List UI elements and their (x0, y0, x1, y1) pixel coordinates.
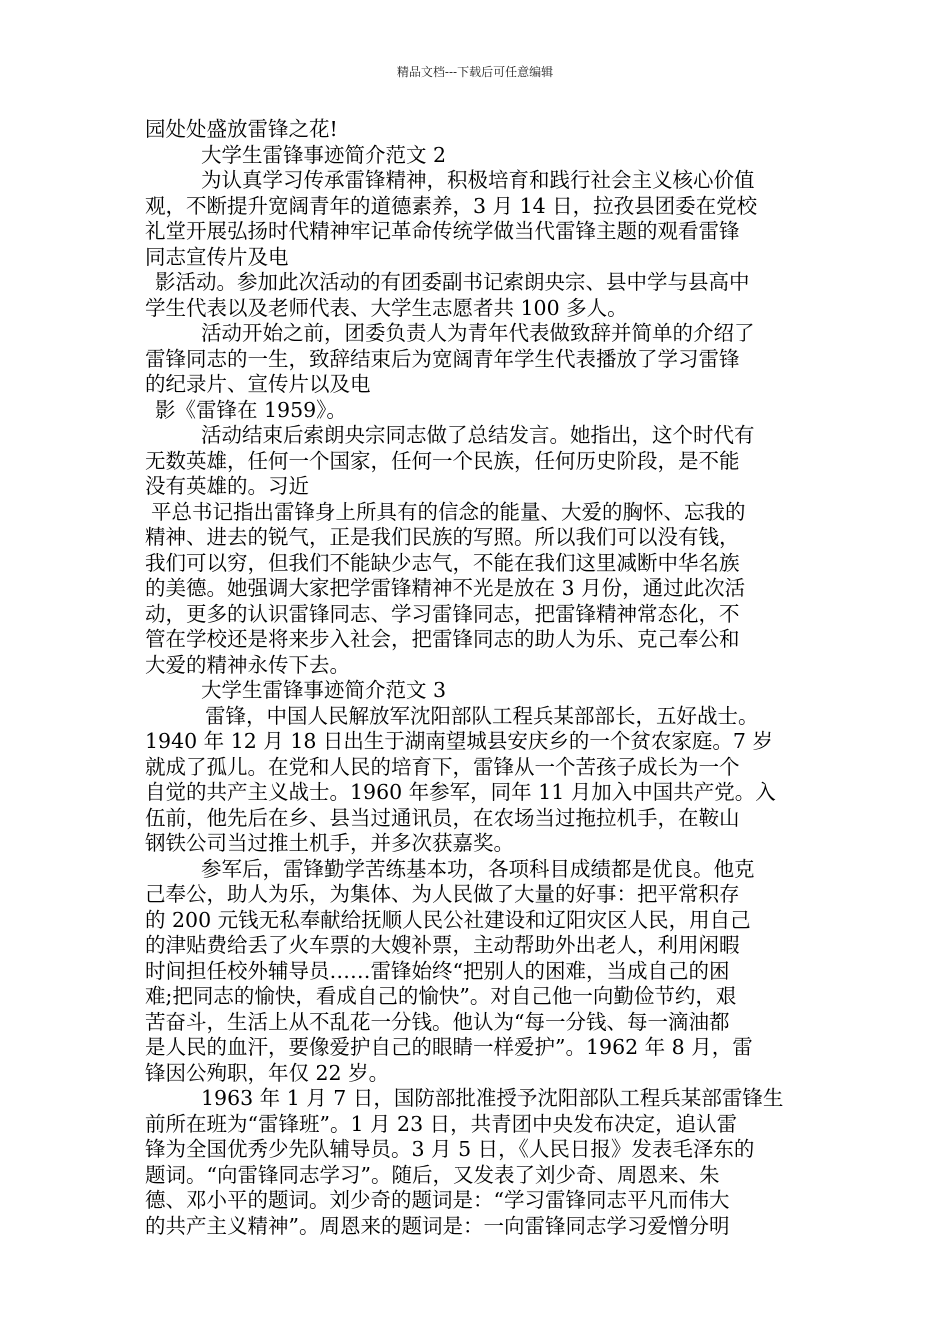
text-line: 时间担任校外辅导员……雷锋始终“把别人的困难，当成自己的困 (145, 958, 730, 983)
text-line: 伍前，他先后在乡、县当过通讯员，在农场当过拖拉机手，在鞍山 (145, 805, 740, 830)
text-line: 题词。“向雷锋同志学习”。随后，又发表了刘少奇、周恩来、朱 (145, 1162, 720, 1187)
text-line: 钢铁公司当过推土机手，并多次获嘉奖。 (145, 831, 514, 855)
text-line: 影《雷锋在 1959》。 (155, 397, 347, 422)
page-header: 精品文档---下载后可任意编辑 (396, 65, 554, 79)
text-line: 德、邓小平的题词。刘少奇的题词是：“学习雷锋同志平凡而伟大 (145, 1188, 730, 1212)
text-line: 精神、进去的锐气，正是我们民族的写照。所以我们可以没有钱， (145, 525, 740, 549)
text-line: 无数英雄，任何一个国家，任何一个民族，任何历史阶段，是不能 (145, 448, 740, 473)
text-line: 学生代表以及老师代表、大学生志愿者共 100 多人。 (145, 295, 628, 320)
text-line: 锋为全国优秀少先队辅导员。3 月 5 日，《人民日报》发表毛泽东的 (145, 1137, 755, 1161)
document-body (145, 117, 825, 1239)
text-line: 是人民的血汗，要像爱护自己的眼睛一样爱护”。1962 年 8 月，雷 (145, 1035, 753, 1059)
text-line: 活动开始之前，团委负责人为青年代表做致辞并简单的介绍了 (201, 321, 755, 345)
text-line: 参军后，雷锋勤学苦练基本功，各项科目成绩都是优良。他克 (201, 856, 755, 881)
text-line: 同志宣传片及电 (145, 244, 289, 269)
text-line: 前所在班为“雷锋班”。1 月 23 日，共青团中央发布决定，追认雷 (145, 1111, 738, 1136)
text-line: 的津贴费给丢了火车票的大嫂补票，主动帮助外出老人，利用闲暇 (145, 933, 740, 957)
text-line: 自觉的共产主义战士。1960 年参军，同年 11 月加入中国共产党。入 (145, 780, 776, 804)
text-line: 管在学校还是将来步入社会，把雷锋同志的助人为乐、克己奉公和 (145, 627, 740, 651)
text-line: 1963 年 1 月 7 日，国防部批准授予沈阳部队工程兵某部雷锋生 (201, 1086, 784, 1110)
text-line: 园处处盛放雷锋之花! (145, 117, 338, 141)
text-line: 大学生雷锋事迹简介范文 3 (201, 678, 447, 702)
text-line: 活动结束后索朗央宗同志做了总结发言。她指出，这个时代有 (201, 423, 755, 447)
text-line: 的 200 元钱无私奉献给抚顺人民公社建设和辽阳灾区人民，用自己 (145, 907, 751, 932)
text-line: 的纪录片、宣传片以及电 (145, 372, 371, 396)
text-line: 我们可以穷，但我们不能缺少志气，不能在我们这里减断中华名族 (145, 550, 740, 575)
text-line: 影活动。参加此次活动的有团委副书记索朗央宗、县中学与县高中 (155, 270, 750, 294)
text-line: 观，不断提升宽阔青年的道德素养，3 月 14 日，拉孜县团委在党校 (145, 193, 758, 218)
text-line: 的美德。她强调大家把学雷锋精神不光是放在 3 月份，通过此次活 (145, 576, 746, 600)
text-line: 为认真学习传承雷锋精神，积极培育和践行社会主义核心价值 (201, 168, 755, 192)
text-line: 苦奋斗，生活上从不乱花一分钱。他认为“每一分钱、每一滴油都 (145, 1009, 730, 1034)
text-line: 就成了孤儿。在党和人民的培育下，雷锋从一个苦孩子成长为一个 (145, 754, 740, 779)
text-line: 动，更多的认识雷锋同志、学习雷锋同志，把雷锋精神常态化，不 (145, 601, 740, 626)
text-line: 难;把同志的愉快，看成自己的愉快”。对自己他一向勤俭节约，艰 (145, 984, 737, 1008)
text-line: 礼堂开展弘扬时代精神牢记革命传统学做当代雷锋主题的观看雷锋 (145, 219, 740, 243)
text-line: 没有英雄的。习近 (145, 474, 309, 498)
text-line: 的共产主义精神”。周恩来的题词是：一向雷锋同志学习爱憎分明 (145, 1213, 730, 1238)
text-line: 大爱的精神永传下去。 (145, 652, 350, 677)
text-line: 大学生雷锋事迹简介范文 2 (201, 142, 447, 167)
text-line: 锋因公殉职，年仅 22 岁。 (145, 1060, 390, 1085)
text-line: 雷锋同志的一生，致辞结束后为宽阔青年学生代表播放了学习雷锋 (145, 346, 740, 371)
text-line: 1940 年 12 月 18 日出生于湖南望城县安庆乡的一个贫农家庭。7 岁 (145, 729, 773, 753)
text-line: 雷锋，中国人民解放军沈阳部队工程兵某部部长，五好战士。 (205, 703, 759, 728)
text-line: 己奉公，助人为乐，为集体、为人民做了大量的好事：把平常积存 (145, 882, 740, 906)
text-line: 平总书记指出雷锋身上所具有的信念的能量、大爱的胸怀、忘我的 (151, 499, 746, 524)
